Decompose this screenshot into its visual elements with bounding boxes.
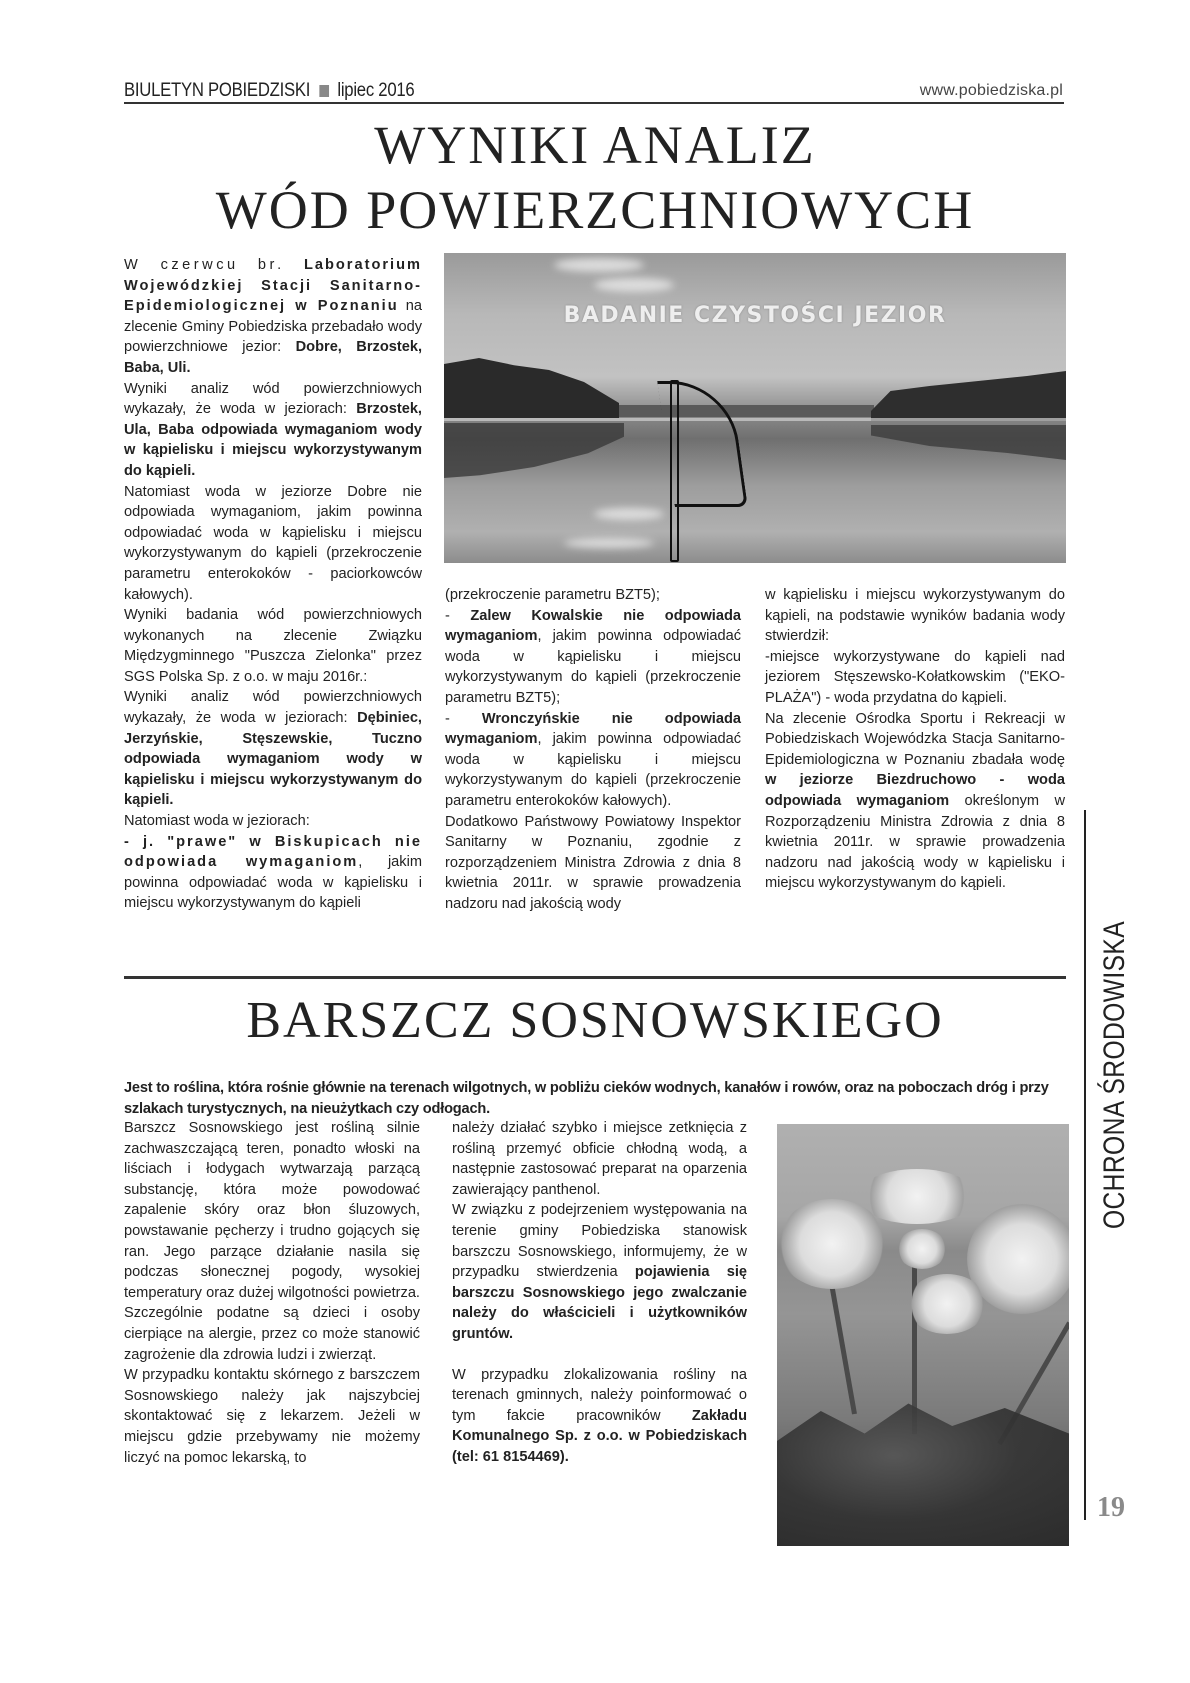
paragraph: Barszcz Sosnowskiego jest rośliną silnie zachwaszczającą teren, ponadto włoski na liściach i łodygach wytwarzają parzącą substancję, która może powodować zapalenie skóry oraz błon śluzowych, powstawanie pęcherzy i trudno gojących się ran. Jego parzące działanie nasila się podczas słonecznej pogody, wysokiej temperatury oraz dużej wilgotności powietrza. Szczególnie podatne są dzieci i osoby cierpiące na alergie, przez co może stanowić zagrożenie dla zdrowia ludzi i zwierząt.: [124, 1120, 420, 1363]
cloud-reflection: [594, 508, 664, 520]
article2-title: BARSZCZ SOSNOWSKIEGO: [246, 992, 944, 1049]
paragraph: Na zlecenie Ośrodka Sportu i Rekreacji w Pobiedziskach Wojewódzka Stacja Sanitarno-Epidemiologiczna w Poznaniu zbadała wodę w jeziorze Biezdruchowo - woda odpowiada wymaganiom określonym w Rozporządzeniu Ministra Zdrowia z dnia 8 kwietnia 2011r. w sprawie prowadzenia nadzoru nad jakością wody w kąpielisku i miejscu wykorzystywanym do kąpieli.: [765, 710, 1066, 892]
flower-umbel: [907, 1274, 987, 1334]
cloud: [554, 258, 644, 272]
header-website[interactable]: www.pobiedziska.pl: [919, 82, 1063, 99]
article1-title-line1: WYNIKI ANALIZ: [374, 115, 816, 175]
paragraph: Natomiast woda w jeziorach:: [124, 813, 310, 830]
paragraph: - Zalew Kowalskie nie odpowiada wymaganiom, jakim powinna odpowiadać woda w kąpielisku i miejscu wykorzystywanym do kąpieli (przekroczenie parametru BZT5);: [445, 607, 741, 706]
paragraph: - j. "prawe" w Biskupicach nie odpowiada wymaganiom, jakim powinna odpowiadać woda w kąpielisku i miejscu wykorzystywanym do kąpieli: [124, 833, 422, 912]
article1-title-line2: WÓD POWIERZCHNIOWYCH: [215, 180, 975, 240]
article2-column-1: [124, 1118, 420, 1468]
cloud: [594, 278, 674, 292]
flower-umbel: [897, 1229, 947, 1269]
section-label-text: OCHRONA ŚRODOWISKA: [1098, 920, 1131, 1230]
paragraph: należy działać szybko i miejsce zetknięcia z rośliną przemyć obficie chłodną wodą, a następnie zastosować preparat na oparzenia zawierający panthenol.: [452, 1120, 747, 1198]
lake-photo: [444, 253, 1066, 563]
issue-date: lipiec 2016: [337, 80, 415, 101]
paragraph: W czerwcu br. Laboratorium Wojewódzkiej Stacji Sanitarno-Epidemiologicznej w Poznaniu na zlecenie Gminy Pobiedziska przebadało wody powierzchniowe jezior: Dobre, Brzostek, Baba, Uli.: [124, 257, 423, 376]
section-divider: [124, 976, 1066, 979]
paragraph: Natomiast woda w jeziorze Dobre nie odpowiada wymaganiom, jakim powinna odpowiadać woda w kąpielisku i miejscu wykorzystywanym do kąpieli (przekroczenie parametru enterokoków - paciorkowców kałowych).: [124, 483, 422, 603]
article1-column-1: [124, 255, 422, 914]
flower-umbel: [777, 1199, 887, 1289]
paragraph: W przypadku zlokalizowania rośliny na terenach gminnych, należy poinformować o tym fakcie pracowników Zakładu Komunalnego Sp. z o.o. w Pobiedziskach (tel: 61 8154469).: [452, 1366, 747, 1465]
paragraph: Wyniki analiz wód powierzchniowych wykazały, że woda w jeziorach: Dębiniec, Jerzyńskie, Stęszewskie, Tuczno odpowiada wymaganiom wody w kąpielisku i miejscu wykorzystywanym do kąpieli.: [124, 689, 422, 809]
paragraph: Wyniki analiz wód powierzchniowych wykazały, że woda w jeziorach: Brzostek, Ula, Baba odpowiada wymaganiom wody w kąpielisku i miejscu wykorzystywanym do kąpieli.: [124, 380, 422, 479]
forest-left: [444, 358, 619, 418]
forest-far: [619, 405, 874, 417]
paragraph: w kąpielisku i miejscu wykorzystywanym do kąpieli, na podstawie wyników badania wody stwierdził:: [765, 587, 1065, 645]
article2-column-2: [452, 1118, 747, 1468]
paragraph: Dodatkowo Państwowy Powiatowy Inspektor Sanitarny w Poznaniu, zgodnie z rozporządzeniem Ministra Zdrowia z dnia 8 kwietnia 2011r. w sprawie prowadzenia nadzoru nad jakością wody: [445, 813, 741, 912]
publication-name: BIULETYN POBIEDZISKI: [124, 80, 311, 101]
image-caption: BADANIE CZYSTOŚCI JEZIOR: [563, 303, 947, 328]
article2-lead: Jest to roślina, która rośnie głównie na terenach wilgotnych, w pobliżu cieków wodnych, kanałów i rowów, oraz na poboczach dróg i przy szlakach turystycznych, na nieużytkach czy odłogach.: [124, 1080, 1049, 1117]
header-divider: [124, 102, 1064, 104]
section-label: [1095, 810, 1135, 1340]
paragraph: Wyniki badania wód powierzchniowych wykonanych na zlecenie Związku Międzygminnego "Puszcza Zielonka" przez SGS Polska Sp. z o.o. w maju 2016r.:: [124, 607, 422, 685]
hogweed-photo: [777, 1124, 1069, 1546]
spacer: [452, 1345, 747, 1365]
forest-right: [871, 371, 1066, 421]
sidebar-divider: [1084, 810, 1086, 1520]
paragraph: W przypadku kontaktu skórnego z barszczem Sosnowskiego należy jak najszybciej skontaktować się z lekarzem. Jeżeli w miejscu gdzie przebywamy nie możemy liczyć na pomoc lekarską, to: [124, 1367, 420, 1466]
cloud-reflection: [564, 538, 654, 548]
reflection-right: [871, 425, 1066, 460]
paragraph: W związku z podejrzeniem występowania na terenie gminy Pobiedziska stanowisk barszczu Sosnowskiego, informujemy, że w przypadku stwierdzenia pojawienia się barszczu Sosnowskiego jego zwalczanie należy do właścicieli i użytkowników gruntów.: [452, 1202, 748, 1342]
page-number: 19: [1097, 1492, 1125, 1523]
header-publication: [124, 80, 414, 102]
paragraph: - Wronczyńskie nie odpowiada wymaganiom, jakim powinna odpowiadać woda w kąpielisku i miejscu wykorzystywanym do kąpieli (przekroczenie parametru enterokoków kałowych).: [445, 710, 741, 809]
paragraph: -miejsce wykorzystywane do kąpieli nad jeziorem Stęszewsko-Kołatkowskim ("EKO-PLAŻA") - woda przydatna do kąpieli.: [765, 648, 1065, 706]
plant-leaves: [777, 1396, 1069, 1546]
separator-square-icon: [319, 85, 329, 97]
article1-column-2: [445, 585, 741, 915]
reflection-left: [444, 423, 624, 478]
paragraph: (przekroczenie parametru BZT5);: [445, 587, 660, 603]
water-line: [444, 418, 1066, 421]
article1-column-3: [765, 585, 1065, 894]
